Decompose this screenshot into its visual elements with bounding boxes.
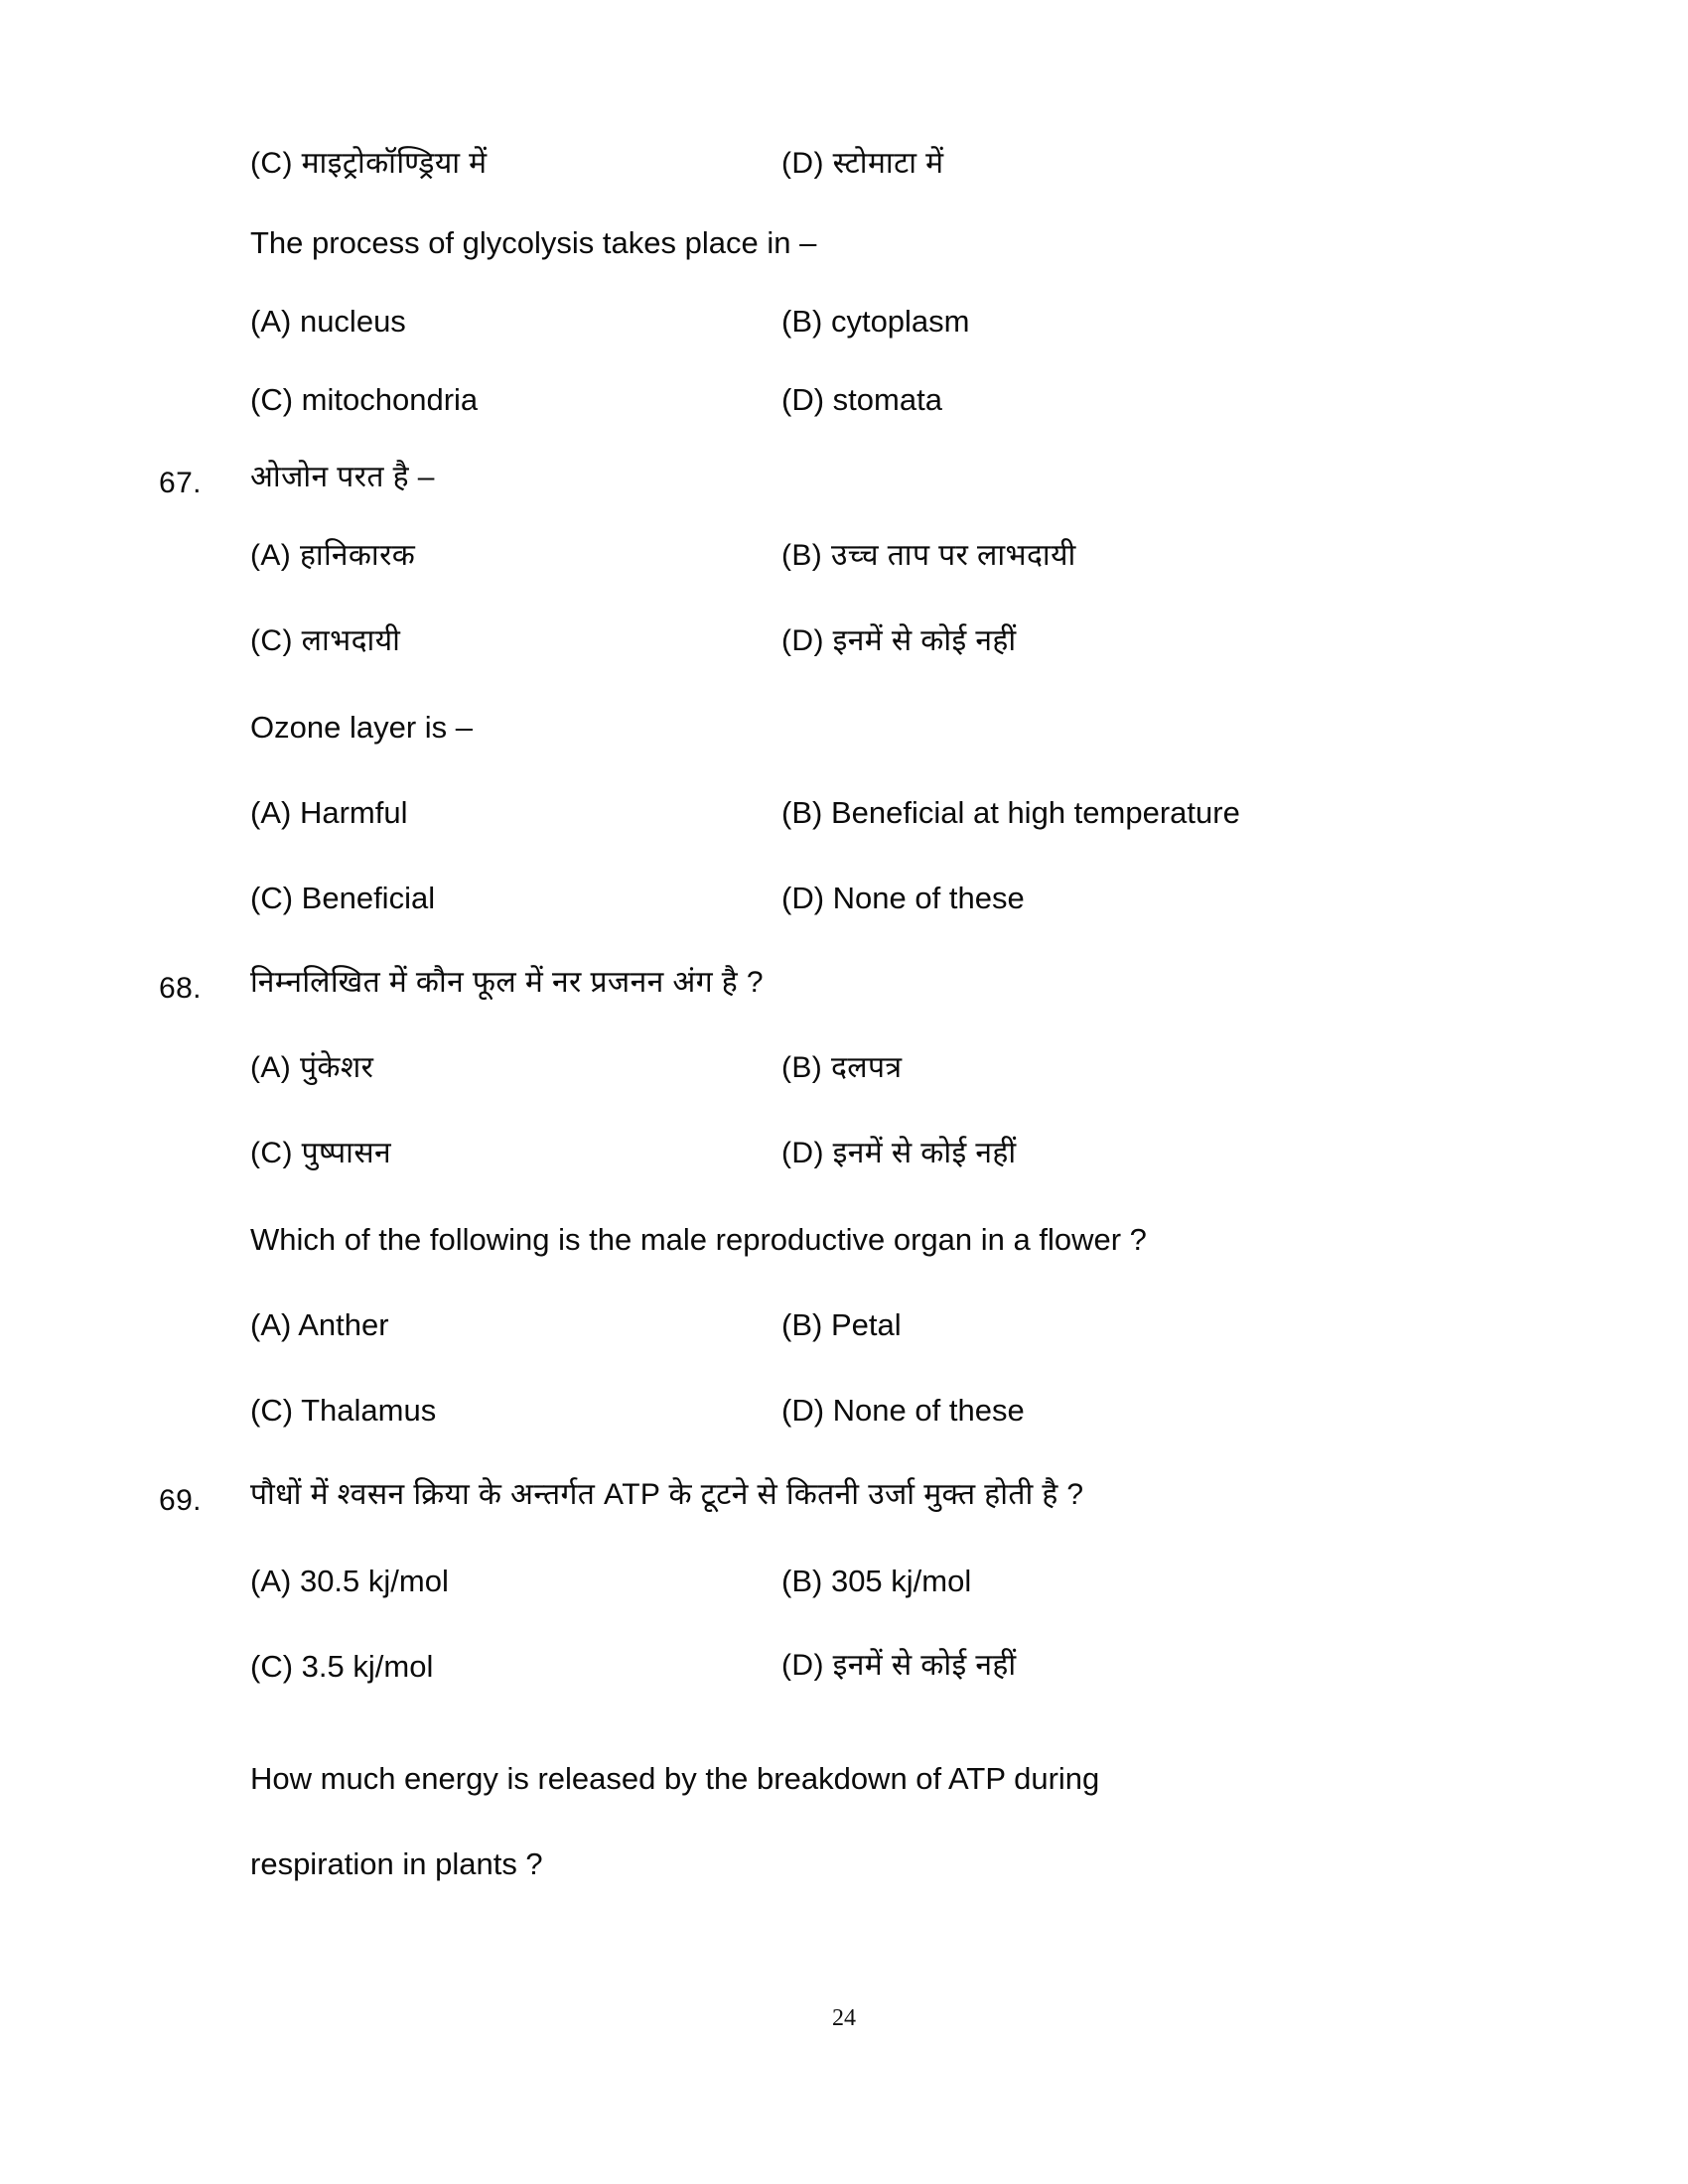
option-text: इनमें से कोई नहीं [832,624,1017,657]
question-stem: Which of the following is the male reproductive organ in a flower ? [250,1222,1147,1257]
option-row [781,883,1472,913]
option-row [250,306,781,337]
option-row [250,1139,781,1168]
option-text: लाभदायी [301,624,401,657]
option-row [781,1395,1472,1426]
option-row [781,541,1472,571]
option-text: None of these [832,1393,1025,1428]
q66-english-stem-row [250,227,1472,306]
option-text: माइट्रोकॉण्ड्रिया में [301,147,488,180]
option-text: Beneficial [301,881,436,915]
q66-english-options-cd [250,384,1472,463]
option-text: Thalamus [301,1393,437,1428]
question-68-hindi-stem-row [159,966,1472,1053]
option-text: 3.5 kj/mol [301,1649,434,1684]
option-label: (A) [250,1307,292,1342]
option-row [250,541,781,571]
option-label: (B) [781,304,823,339]
option-row [250,1651,781,1682]
option-label: (B) [781,539,823,572]
option-row [781,149,1472,179]
question-number: 68. [159,972,202,1005]
option-text: उच्च ताप पर लाभदायी [830,539,1076,572]
option-text: stomata [832,382,942,417]
option-label: (C) [250,1137,293,1169]
option-row [250,626,781,656]
question-stem: पौधों में श्वसन क्रिया के अन्तर्गत ATP के टूटने से कितनी उर्जा मुक्त होती है ? [250,1478,1084,1511]
option-text: इनमें से कोई नहीं [832,1137,1017,1169]
option-label: (A) [250,1051,292,1084]
option-label: (A) [250,795,292,830]
option-label: (D) [781,382,825,417]
option-text: 305 kj/mol [830,1564,972,1598]
question-68-hindi-options-cd [250,1139,1472,1224]
option-row [781,1309,1472,1340]
option-text: Petal [830,1307,902,1342]
option-row [250,883,781,913]
option-row [250,149,781,179]
page-number: 24 [832,2005,856,2031]
question-69-hindi-stem-row [159,1478,1472,1566]
option-row [781,1053,1472,1083]
option-label: (A) [250,1564,292,1598]
option-row [250,797,781,828]
option-text: nucleus [299,304,406,339]
option-label: (D) [781,1649,824,1682]
option-text: Harmful [299,795,408,830]
option-row [781,1139,1472,1168]
option-label: (C) [250,1393,294,1428]
question-67-english-options-cd [250,883,1472,968]
question-68-english-options-cd [250,1395,1472,1480]
option-row [781,1566,1472,1596]
option-label: (C) [250,881,294,915]
option-label: (D) [781,1137,824,1169]
question-67-english-stem-row [250,712,1472,797]
option-label: (C) [250,624,293,657]
option-text: Anther [298,1307,389,1342]
option-label: (A) [250,304,292,339]
option-row [250,384,781,415]
question-number: 69. [159,1484,202,1517]
question-69-english-stem-line2: respiration in plants ? [250,1846,543,1881]
option-label: (D) [781,147,824,180]
question-stem: निम्नलिखित में कौन फूल में नर प्रजनन अंग है ? [250,966,764,999]
option-row [781,626,1472,656]
option-label: (B) [781,795,823,830]
option-row [781,384,1472,415]
option-label: (B) [781,1051,823,1084]
question-68-hindi-options-ab [250,1053,1472,1139]
option-text: स्टोमाटा में [832,147,944,180]
question-69-hindi-options-ab [250,1566,1472,1651]
question-68-english-stem-row [250,1224,1472,1309]
option-label: (B) [781,1307,823,1342]
option-label: (C) [250,1649,294,1684]
question-67-english-options-ab [250,797,1472,883]
question-67-hindi-stem-row [159,461,1472,541]
option-row [781,797,1472,828]
question-stem: ओजोन परत है – [250,461,435,493]
option-label: (B) [781,1564,823,1598]
question-67-hindi-options-cd [250,626,1472,712]
option-text: mitochondria [301,382,479,417]
option-label: (A) [250,539,292,572]
question-stem: The process of glycolysis takes place in – [250,225,817,260]
option-label: (C) [250,147,293,180]
option-row [781,1651,1472,1681]
option-text: हानिकारक [299,539,416,572]
option-text: पुष्पासन [301,1137,392,1169]
option-text: Beneficial at high temperature [830,795,1240,830]
question-content-column [159,147,1472,1907]
option-text: दलपत्र [830,1051,903,1084]
question-stem: Ozone layer is – [250,710,473,745]
question-69-english-stem-line1: How much energy is released by the breakdown of ATP during [250,1761,1100,1796]
option-row [250,1395,781,1426]
option-row [250,1309,781,1340]
option-text: 30.5 kj/mol [299,1564,449,1598]
option-label: (D) [781,881,825,915]
option-text: पुंकेशर [299,1051,374,1084]
option-text: cytoplasm [830,304,970,339]
question-number: 67. [159,467,202,499]
option-label: (C) [250,382,294,417]
question-68-english-options-ab [250,1309,1472,1395]
option-text: इनमें से कोई नहीं [832,1649,1017,1682]
option-text: None of these [832,881,1025,915]
option-row [250,1566,781,1596]
option-label: (D) [781,1393,825,1428]
question-67-hindi-options-ab [250,541,1472,626]
option-row [781,306,1472,337]
option-label: (D) [781,624,824,657]
question-69-hindi-options-cd [250,1651,1472,1736]
q66-english-options-ab [250,306,1472,384]
q66-hindi-options-cd [250,149,1472,227]
option-row [250,1053,781,1083]
